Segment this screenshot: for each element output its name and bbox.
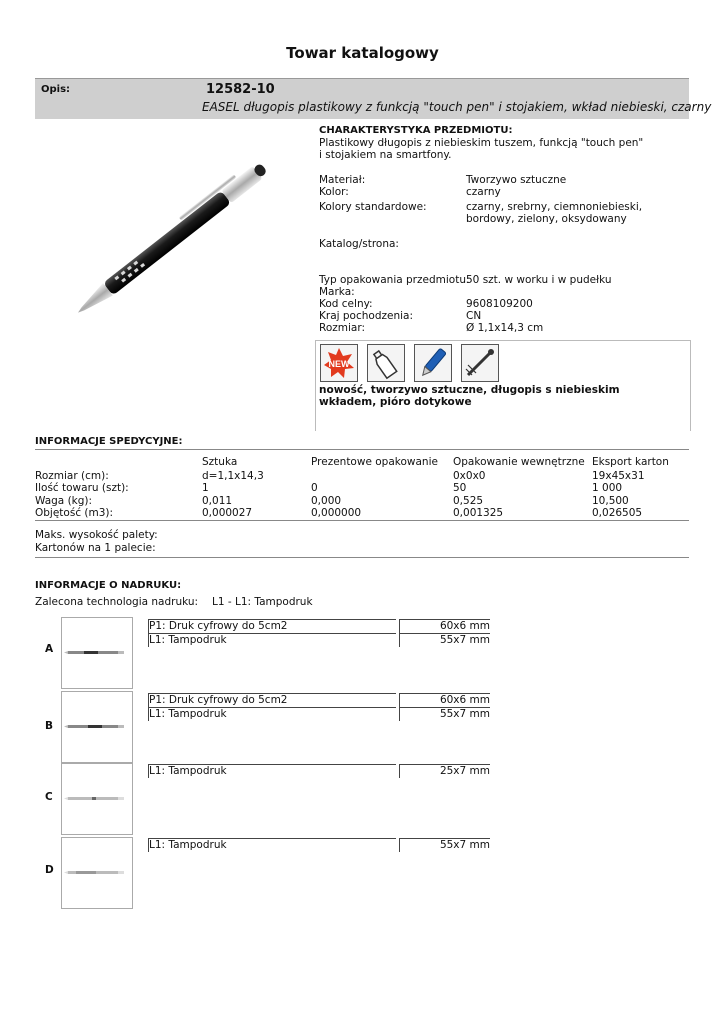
characteristics-text: Plastikowy długopis z niebieskim tuszem, funkcją "touch pen" i stojakiem na smartfony. (319, 137, 644, 161)
customs-code-value: 9608109200 (466, 298, 533, 310)
position-thumbnail (61, 837, 133, 909)
size-label: Rozmiar: (319, 322, 366, 334)
shipping-cell: 0,000 (311, 495, 342, 507)
position-thumbnail (61, 617, 133, 689)
brand-label: Marka: (319, 286, 355, 298)
shipping-cell: 19x45x31 (592, 470, 645, 482)
shipping-cell: 0 (311, 482, 318, 494)
shipping-cell: 1 000 (592, 482, 623, 494)
print-method: L1: Tampodruk (148, 707, 396, 721)
shipping-col-inner: Opakowanie wewnętrzne (453, 456, 585, 468)
standard-colors-label: Kolory standardowe: (319, 201, 427, 213)
print-size: 25x7 mm (399, 764, 490, 778)
shipping-cell: 0,026505 (592, 507, 643, 519)
shipping-col-gift: Prezentowe opakowanie (311, 456, 438, 468)
blue-pen-icon (414, 344, 452, 382)
customs-code-label: Kod celny: (319, 298, 373, 310)
print-method: P1: Druk cyfrowy do 5cm2 (148, 619, 396, 633)
shipping-row-label: Objętość (m3): (35, 507, 114, 519)
size-value: Ø 1,1x14,3 cm (466, 322, 544, 334)
print-size: 55x7 mm (399, 633, 490, 647)
shipping-row-label: Rozmiar (cm): (35, 470, 109, 482)
catalog-page-label: Katalog/strona: (319, 238, 399, 250)
cartons-per-pallet-label: Kartonów na 1 palecie: (35, 542, 156, 554)
print-size: 55x7 mm (399, 707, 490, 721)
shipping-col-export: Eksport karton (592, 456, 669, 468)
shipping-table-divider (35, 520, 689, 521)
shipping-cell: 0,000000 (311, 507, 362, 519)
shipping-row-label: Ilość towaru (szt): (35, 482, 129, 494)
position-letter: A (45, 643, 54, 655)
shipping-cell: 50 (453, 482, 467, 494)
page-title: Towar katalogowy (286, 44, 439, 62)
shipping-divider (35, 449, 689, 450)
shipping-cell: 10,500 (592, 495, 629, 507)
product-code: 12582-10 (206, 82, 275, 97)
standard-colors-value: czarny, srebrny, ciemnoniebieski, bordowy, zielony, oksydowany (466, 201, 643, 225)
material-value: Tworzywo sztuczne (466, 174, 567, 186)
shipping-cell: 0,011 (202, 495, 233, 507)
packaging-type-label: Typ opakowania przedmiotu: (319, 274, 470, 286)
new-badge-icon (320, 344, 358, 382)
print-method: P1: Druk cyfrowy do 5cm2 (148, 693, 396, 707)
print-method: L1: Tampodruk (148, 838, 396, 852)
color-value: czarny (466, 186, 501, 198)
origin-country-label: Kraj pochodzenia: (319, 310, 414, 322)
print-size: 60x6 mm (399, 619, 490, 633)
print-size: 55x7 mm (399, 838, 490, 852)
feature-icons-text: nowość, tworzywo sztuczne, długopis s niebieskim wkładem, pióro dotykowe (319, 384, 620, 408)
plastic-bottle-icon (367, 344, 405, 382)
print-method: L1: Tampodruk (148, 633, 396, 647)
origin-country-value: CN (466, 310, 482, 322)
position-letter: C (45, 791, 53, 803)
shipping-cell: 1 (202, 482, 209, 494)
position-letter: D (45, 864, 54, 876)
print-size: 60x6 mm (399, 693, 490, 707)
description-label: Opis: (41, 84, 71, 95)
shipping-heading: INFORMACJE SPEDYCYJNE: (35, 436, 183, 447)
color-label: Kolor: (319, 186, 349, 198)
printing-heading: INFORMACJE O NADRUKU: (35, 580, 182, 591)
shipping-cell: 0,000027 (202, 507, 253, 519)
pallet-height-label: Maks. wysokość palety: (35, 529, 158, 541)
recommended-technology-label: Zalecona technologia nadruku: (35, 596, 199, 608)
product-description: EASEL długopis plastikowy z funkcją "touch pen" i stojakiem, wkład niebieski, czarny (202, 100, 712, 114)
touch-pen-icon (461, 344, 499, 382)
material-label: Materiał: (319, 174, 366, 186)
new-badge-text: NEW (328, 359, 350, 369)
position-thumbnail (61, 691, 133, 763)
shipping-cell: 0,001325 (453, 507, 504, 519)
recommended-technology-value: L1 - L1: Tampodruk (212, 596, 313, 608)
pen-product-image (36, 130, 306, 350)
characteristics-heading: CHARAKTERYSTYKA PRZEDMIOTU: (319, 125, 513, 136)
shipping-row-label: Waga (kg): (35, 495, 93, 507)
pallet-divider (35, 557, 689, 558)
shipping-col-piece: Sztuka (202, 456, 238, 468)
position-letter: B (45, 720, 54, 732)
shipping-cell: 0x0x0 (453, 470, 486, 482)
print-method: L1: Tampodruk (148, 764, 396, 778)
position-thumbnail (61, 763, 133, 835)
packaging-type-value: 50 szt. w worku i w pudełku (466, 274, 612, 286)
shipping-cell: d=1,1x14,3 (202, 470, 264, 482)
shipping-cell: 0,525 (453, 495, 484, 507)
